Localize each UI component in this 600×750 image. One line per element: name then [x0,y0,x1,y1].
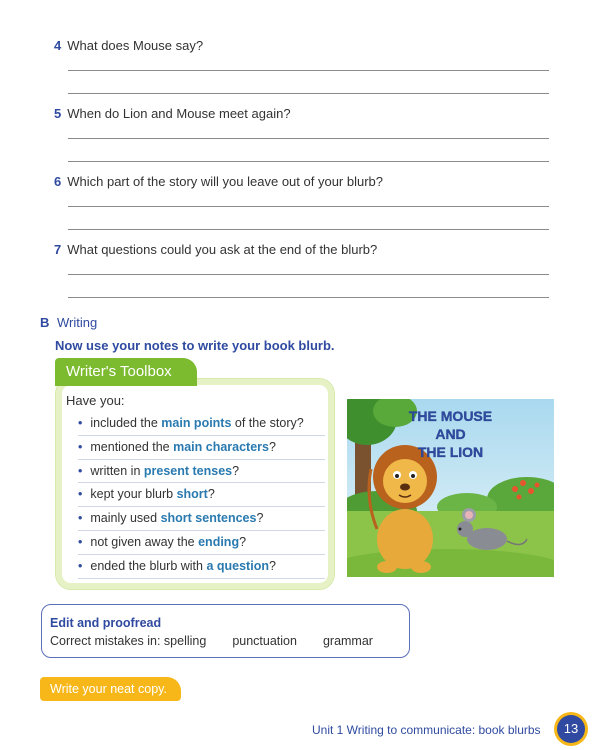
question-number: 6 [54,174,62,189]
page-number: 13 [557,715,585,743]
book-cover-illustration [347,399,554,577]
section-b-heading [40,315,97,330]
bullet-icon: • [78,416,83,430]
section-title: Writing [57,315,98,330]
question-number: 4 [54,38,62,53]
checklist-item: • not given away the ending? [78,531,325,555]
question-number: 7 [54,242,62,257]
answer-line[interactable] [68,206,549,207]
checklist-item: • mainly used short sentences? [78,507,325,531]
question-number: 5 [54,106,62,121]
checklist-item: • included the main points of the story? [78,412,325,436]
bullet-icon: • [78,487,83,502]
bullet-icon: • [78,463,83,478]
bullet-icon: • [78,511,83,526]
checklist-item: • mentioned the main characters? [78,436,325,460]
answer-line[interactable] [68,138,549,139]
bullet-icon: • [78,534,83,549]
question-text: Which part of the story will you leave out of your blurb? [67,174,383,189]
edit-title: Edit and proofread [50,616,162,630]
question-text: What questions could you ask at the end of the blurb? [67,242,378,257]
bullet-icon: • [78,439,83,454]
question-text: What does Mouse say? [67,38,204,53]
answer-line[interactable] [68,229,549,230]
question-5 [54,106,291,121]
section-instruction: Now use your notes to write your book blurb. [55,338,335,353]
toolbox-intro: Have you: [66,393,125,408]
question-7 [54,242,377,257]
edit-proofread-box [41,604,410,658]
question-6 [54,174,383,189]
toolbox-checklist [78,412,325,579]
footer-unit-title: Unit 1 Writing to communicate: book blurbs [312,723,541,737]
checklist-item: • kept your blurb short? [78,483,325,507]
answer-line[interactable] [68,161,549,162]
section-letter: B [40,315,50,330]
answer-line[interactable] [68,297,549,298]
cover-title: THE MOUSE AND THE LION [408,408,493,460]
answer-line[interactable] [68,274,549,275]
checklist-item: • written in present tenses? [78,460,325,484]
answer-line[interactable] [68,70,549,71]
question-4 [54,38,203,53]
bullet-icon: • [78,558,83,573]
neat-copy-label: Write your neat copy. [40,677,181,701]
checklist-item: • ended the blurb with a question? [78,555,325,579]
answer-line[interactable] [68,93,549,94]
question-text: When do Lion and Mouse meet again? [67,106,291,121]
writers-toolbox-title: Writer's Toolbox [55,358,197,386]
edit-checklist: Correct mistakes in: spelling punctuation grammar [50,634,373,648]
